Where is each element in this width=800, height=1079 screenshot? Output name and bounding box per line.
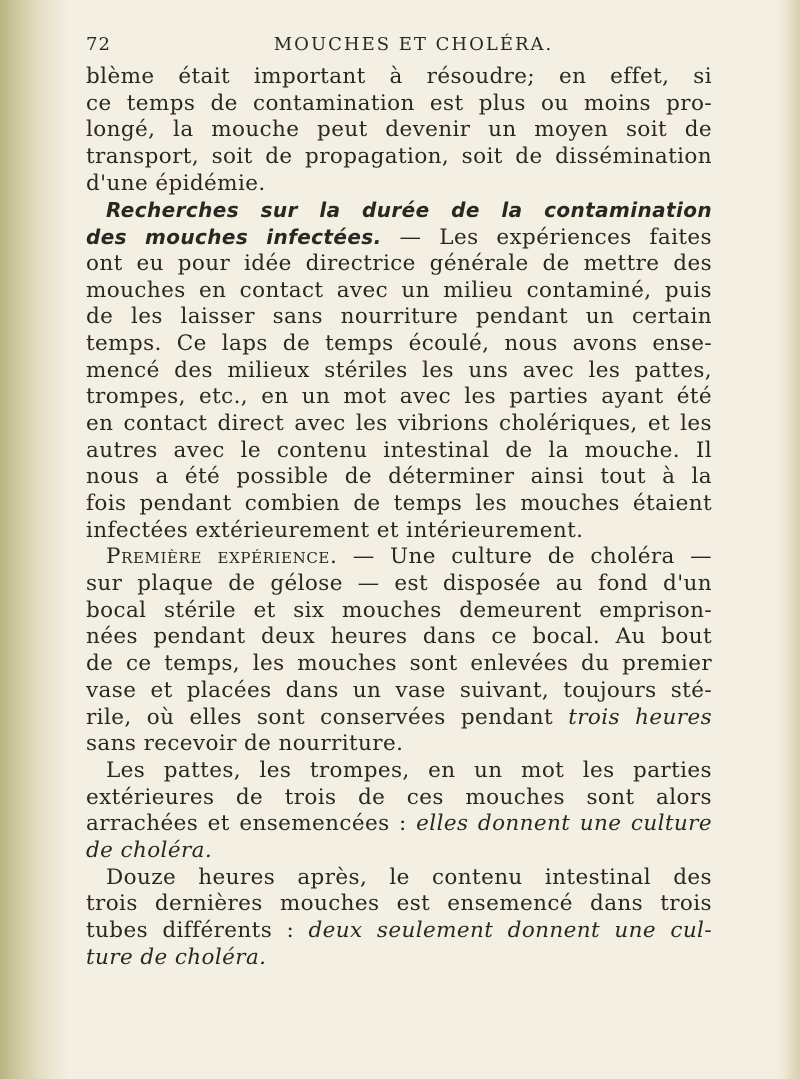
text-line: sur plaque de gélose — est disposée au fond d'un [86, 571, 712, 597]
text-line: temps. Ce laps de temps écoulé, nous avons ense- [86, 330, 712, 356]
experiment-text: — Une culture de choléra — [337, 544, 712, 570]
text-line: trompes, etc., en un mot avec les parties ayant été [86, 384, 712, 410]
text-line: ce temps de contamination est plus ou moins pro- [86, 90, 712, 116]
text-line [86, 811, 712, 838]
section-heading-line [86, 224, 712, 251]
section-heading-line [86, 197, 712, 224]
text-line: sans recevoir de nourriture. [86, 731, 404, 757]
body-text [86, 64, 712, 971]
text-line: mencé des milieux stériles les uns avec les pattes, [86, 357, 712, 383]
text-line: en contact direct avec les vibrions cholériques, et les [86, 410, 712, 436]
text-line: bocal stérile et six mouches demeurent emprison- [86, 597, 712, 623]
text-line: nous a été possible de déterminer ainsi tout à la [86, 464, 712, 490]
text-line: de ce temps, les mouches sont enlevées du premier [86, 651, 712, 677]
emphasis: elles donnent une culture [416, 811, 712, 837]
text-line: longé, la mouche peut devenir un moyen soit de [86, 117, 712, 143]
running-title: MOUCHES ET CHOLÉRA. [273, 34, 554, 55]
experiment-label: Première expérience. [106, 544, 338, 570]
text-line: blème était important à résoudre; en effet, si [86, 64, 712, 89]
text-line: autres avec le contenu intestinal de la mouche. Il [86, 437, 712, 463]
text-segment: rile, où elles sont conservées pendant [86, 704, 569, 730]
text-segment: tubes différents : [86, 918, 309, 943]
text-line: vase et placées dans un vase suivant, toujours sté- [86, 677, 712, 703]
text-line: nées pendant deux heures dans ce bocal. Au bout [86, 624, 712, 650]
text-line: fois pendant combien de temps les mouches étaient [86, 491, 712, 516]
emphasis: ture de choléra. [86, 944, 267, 970]
text-line: mouches en contact avec un milieu contaminé, puis [86, 277, 712, 303]
emphasis: de choléra. [86, 837, 213, 863]
text-line: d'une épidémie. [86, 170, 266, 196]
section-text: — Les expériences faites [381, 225, 712, 251]
text-line: infectées extérieurement et intérieurement. [86, 517, 584, 543]
text-line: Les pattes, les trompes, en un mot les parties [106, 757, 712, 783]
text-line: extérieures de trois de ces mouches sont alors [86, 784, 712, 810]
text-segment: arrachées et ensemencées : [86, 811, 417, 837]
experiment-line [86, 544, 712, 571]
text-line [86, 918, 712, 945]
text-line: transport, soit de propagation, soit de dissémination [86, 144, 712, 170]
emphasis: deux seulement donnent une cul- [308, 918, 713, 943]
text-line [86, 705, 712, 732]
text-line [86, 838, 712, 865]
emphasis: trois heures [568, 704, 712, 730]
section-heading-continued: des mouches infectées. [86, 225, 382, 250]
text-line: ont eu pour idée directrice générale de mettre des [86, 250, 712, 276]
text-line: Douze heures après, le contenu intestinal des [106, 864, 712, 890]
text-line [86, 945, 712, 972]
section-heading: Recherches sur la durée de la contamination [106, 198, 712, 223]
text-line: de les laisser sans nourriture pendant un certain [86, 304, 712, 330]
page-number: 72 [86, 34, 111, 55]
page-header [86, 34, 711, 64]
text-line: trois dernières mouches est ensemencé dans trois [86, 891, 712, 917]
